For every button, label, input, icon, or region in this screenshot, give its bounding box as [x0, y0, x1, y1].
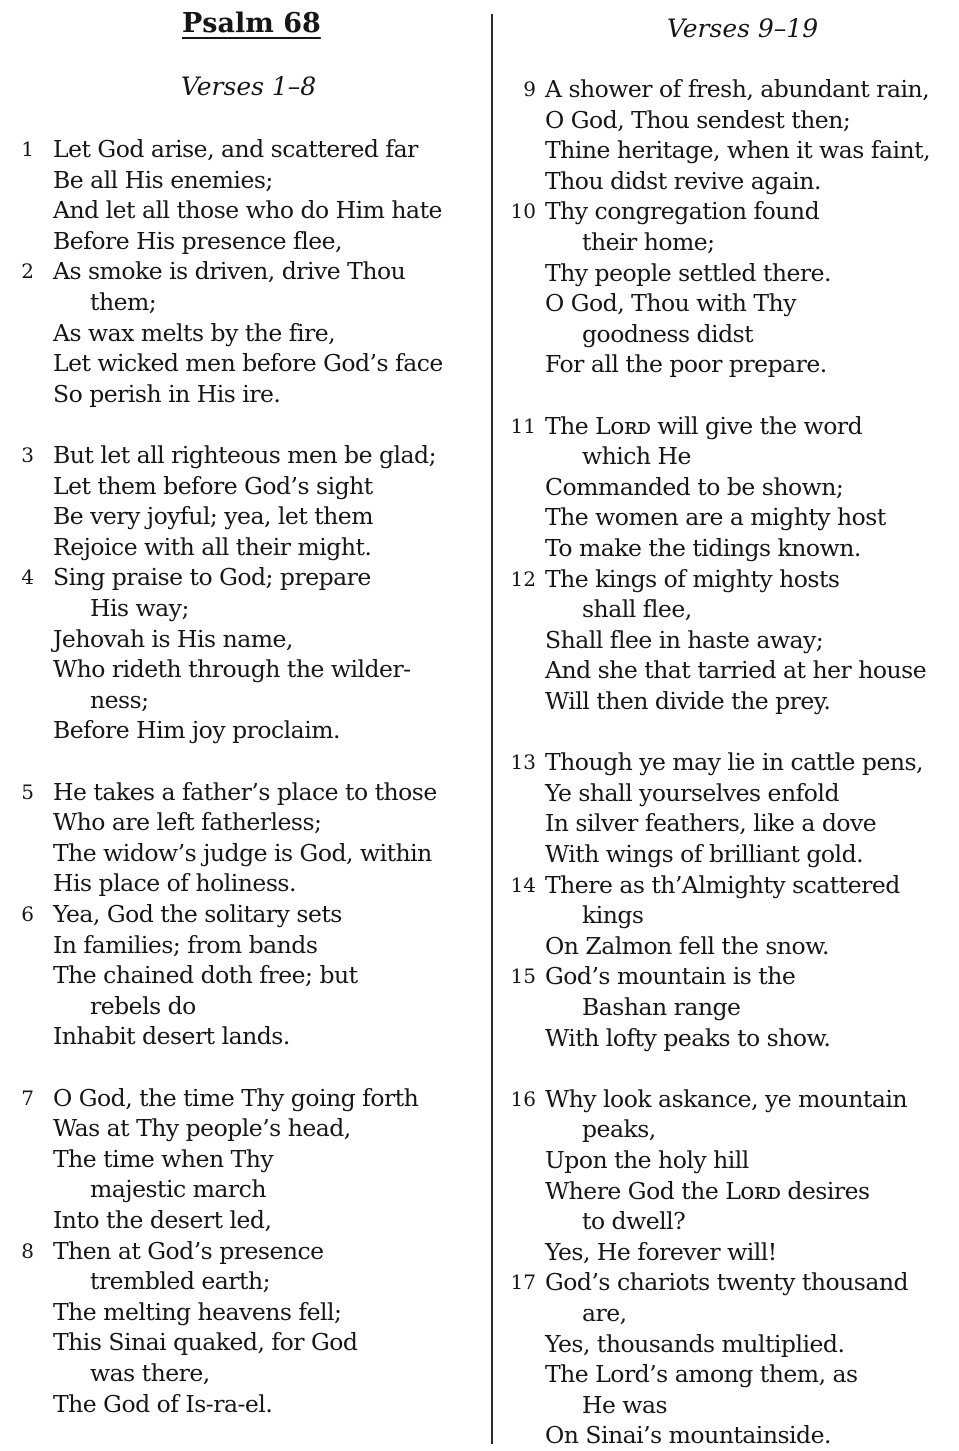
verse-line: A shower of fresh, abundant rain,: [545, 75, 930, 103]
verse-line: Yea, God the solitary sets: [53, 900, 342, 928]
column-heading-left: Verses 1–8: [181, 72, 317, 101]
verse-line: Let wicked men before God’s face: [53, 349, 443, 378]
verse-number: 7: [21, 1085, 34, 1110]
verse-line: He was: [582, 1390, 668, 1419]
verse-line: are,: [582, 1299, 627, 1327]
verse-line: Before Him joy proclaim.: [53, 716, 340, 745]
verse-line: which He: [582, 442, 691, 471]
verse-line: peaks,: [582, 1115, 656, 1144]
verse-line: The chained doth free; but: [53, 961, 358, 990]
psalm-title: Psalm 68: [182, 8, 321, 39]
verse-line: O God, Thou sendest then;: [545, 105, 851, 134]
verse-line: them;: [90, 288, 157, 316]
verse-number: 1: [21, 137, 34, 161]
verse-line: For all the poor prepare.: [545, 350, 827, 379]
verse-number: 16: [510, 1086, 536, 1111]
verse-line: Let God arise, and scattered far: [53, 135, 418, 163]
verse-line: Where God the Lᴏʀᴅ desires: [545, 1176, 870, 1205]
verse-line: Be very joyful; yea, let them: [53, 502, 373, 531]
verse-number: 12: [510, 566, 536, 591]
verse-line: Was at Thy people’s head,: [53, 1114, 351, 1143]
verse-line: There as th’Almighty scattered: [545, 870, 900, 899]
verse-line: Into the desert led,: [53, 1206, 272, 1234]
verse-line: Ye shall yourselves enfold: [545, 778, 839, 807]
verse-line: their home;: [582, 228, 715, 256]
verse-line: So perish in His ire.: [53, 379, 281, 408]
verse-number: 3: [21, 443, 34, 467]
column-heading-right: Verses 9–19: [667, 14, 819, 43]
verse-line: The melting heavens fell;: [53, 1297, 342, 1326]
verse-number: 5: [21, 779, 34, 804]
verse-line: With lofty peaks to show.: [545, 1023, 831, 1052]
verse-number: 9: [523, 77, 536, 101]
verse-line: Let them before God’s sight: [53, 471, 373, 500]
verse-line: In silver feathers, like a dove: [545, 809, 877, 838]
verse-line: The widow’s judge is God, within: [53, 838, 432, 867]
verse-line: Be all His enemies;: [53, 165, 273, 194]
verse-line: On Sinai’s mountainside.: [545, 1421, 831, 1450]
verse-line: Though ye may lie in cattle pens,: [545, 748, 924, 777]
verse-line: Jehovah is His name,: [53, 624, 293, 653]
verse-number: 6: [21, 902, 34, 926]
verse-line: Sing praise to God; prepare: [53, 563, 371, 592]
verse-line: Then at God’s presence: [53, 1236, 324, 1265]
verse-line: The God of Is-ra-el.: [53, 1389, 273, 1418]
verse-line: O God, Thou with Thy: [545, 289, 796, 318]
verse-line: Thine heritage, when it was faint,: [545, 136, 931, 165]
verse-line: And let all those who do Him hate: [53, 196, 442, 225]
verse-number: 11: [510, 413, 536, 438]
verse-number: 10: [510, 199, 536, 224]
verse-line: Yes, He forever will!: [545, 1237, 777, 1266]
verse-line: And she that tarried at her house: [545, 656, 927, 685]
verse-line: As smoke is driven, drive Thou: [53, 257, 406, 286]
verse-number: 8: [21, 1238, 34, 1263]
verse-line: Thy congregation found: [545, 197, 820, 226]
verse-line: kings: [582, 901, 644, 930]
verse-line: The kings of mighty hosts: [545, 564, 840, 593]
verse-line: trembled earth;: [90, 1267, 270, 1296]
verse-line: ness;: [90, 685, 149, 714]
verse-number: 2: [21, 259, 34, 284]
verse-number: 4: [21, 565, 34, 590]
verse-line: shall flee,: [582, 595, 692, 624]
verse-line: With wings of brilliant gold.: [545, 840, 864, 868]
verse-line: God’s chariots twenty thousand: [545, 1268, 909, 1297]
verse-line: Thou didst revive again.: [545, 166, 821, 195]
verse-line: His place of holiness.: [53, 869, 296, 898]
verse-line: Thy people settled there.: [545, 258, 831, 287]
verse-line: Yes, thousands multiplied.: [545, 1329, 845, 1358]
verse-line: The time when Thy: [53, 1144, 274, 1173]
verse-line: His way;: [90, 594, 189, 622]
verse-line: But let all righteous men be glad;: [53, 441, 437, 469]
verse-line: goodness didst: [582, 319, 754, 348]
verse-line: rebels do: [90, 991, 196, 1020]
verse-line: On Zalmon fell the snow.: [545, 931, 829, 960]
verse-line: To make the tidings known.: [545, 534, 861, 562]
verse-number: 14: [510, 872, 536, 897]
verse-line: The Lord’s among them, as: [545, 1360, 858, 1389]
verse-line: This Sinai quaked, for God: [53, 1328, 358, 1357]
verse-line: majestic march: [90, 1175, 266, 1204]
verse-line: Upon the holy hill: [545, 1146, 749, 1174]
verse-line: was there,: [90, 1359, 210, 1387]
verse-line: As wax melts by the fire,: [53, 318, 336, 347]
verse-number: 15: [510, 964, 536, 989]
verse-number: 17: [510, 1270, 536, 1295]
verse-line: Bashan range: [582, 993, 741, 1021]
verse-line: to dwell?: [582, 1207, 686, 1236]
verse-line: The Lᴏʀᴅ will give the word: [545, 411, 863, 440]
column-divider: [491, 14, 493, 1444]
verse-line: Commanded to be shown;: [545, 472, 844, 501]
verse-number: 13: [510, 750, 536, 775]
verse-line: Who are left fatherless;: [53, 808, 322, 837]
verse-line: Before His presence flee,: [53, 226, 342, 255]
verse-line: Why look askance, ye mountain: [545, 1084, 907, 1113]
verse-line: He takes a father’s place to those: [53, 777, 437, 806]
verse-line: God’s mountain is the: [545, 962, 796, 991]
verse-line: O God, the time Thy going forth: [53, 1083, 419, 1112]
verse-line: Rejoice with all their might.: [53, 532, 372, 561]
verse-line: In families; from bands: [53, 930, 318, 959]
verse-line: Who rideth through the wilder-: [53, 655, 411, 684]
verse-line: The women are a mighty host: [545, 503, 886, 532]
verse-line: Will then divide the prey.: [545, 687, 831, 715]
verse-line: Inhabit desert lands.: [53, 1022, 290, 1051]
verse-line: Shall flee in haste away;: [545, 625, 824, 654]
